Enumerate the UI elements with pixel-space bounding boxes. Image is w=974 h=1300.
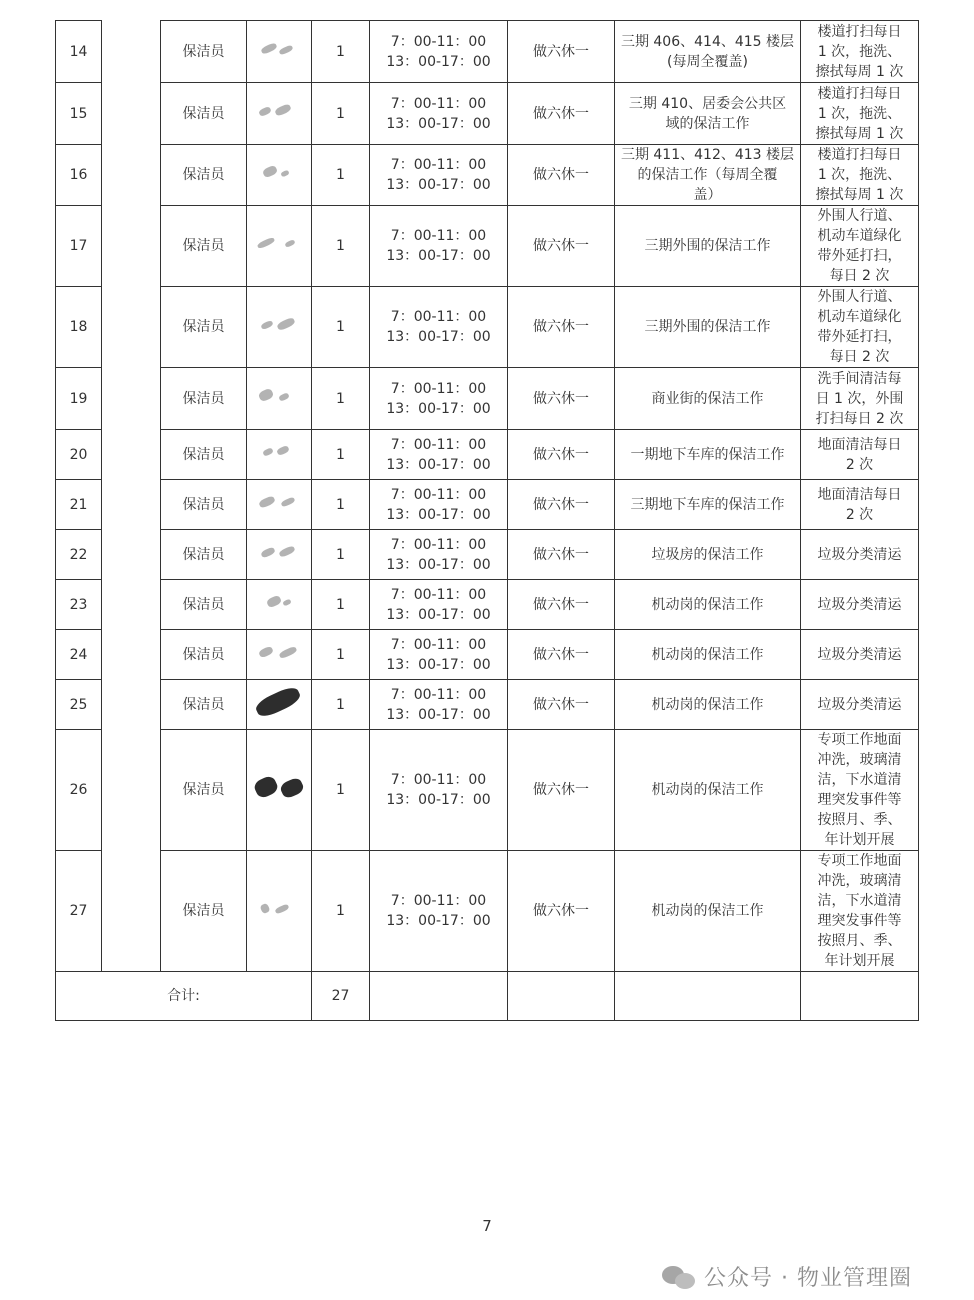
rest-cell: 做六休一 — [508, 430, 615, 480]
table-row — [56, 83, 919, 145]
work-time-cell — [370, 287, 508, 368]
signature-cell — [247, 851, 312, 972]
area-cell: 三期 410、居委会公共区 域的保洁工作 — [615, 83, 801, 145]
time-pm: 13：00-17：00 — [386, 792, 491, 808]
signature-cell — [247, 83, 312, 145]
work-time-cell — [370, 21, 508, 83]
work-time-cell — [370, 680, 508, 730]
signature-cell — [247, 580, 312, 630]
rest-cell: 做六休一 — [508, 580, 615, 630]
count-cell: 1 — [312, 145, 370, 206]
table-row — [56, 430, 919, 480]
signature-image — [255, 491, 303, 513]
position-cell: 保洁员 — [161, 480, 247, 530]
total-empty-cell — [801, 972, 919, 1021]
frequency-cell: 洗手间清洁每 日 1 次，外围 打扫每日 2 次 — [801, 368, 919, 430]
position-cell: 保洁员 — [161, 21, 247, 83]
blank-cell — [102, 630, 161, 680]
time-am: 7：00-11：00 — [390, 772, 487, 788]
row-number: 24 — [56, 630, 102, 680]
signature-image — [255, 641, 303, 663]
area-cell: 机动岗的保洁工作 — [615, 630, 801, 680]
blank-cell — [102, 530, 161, 580]
rest-cell: 做六休一 — [508, 680, 615, 730]
work-time-cell — [370, 580, 508, 630]
work-time-cell — [370, 480, 508, 530]
count-cell: 1 — [312, 83, 370, 145]
time-am: 7：00-11：00 — [390, 893, 487, 909]
area-cell: 机动岗的保洁工作 — [615, 730, 801, 851]
row-number: 27 — [56, 851, 102, 972]
time-am: 7：00-11：00 — [390, 95, 487, 112]
position-cell: 保洁员 — [161, 680, 247, 730]
count-cell: 1 — [312, 21, 370, 83]
signature-image — [255, 691, 303, 713]
blank-cell — [102, 145, 161, 206]
frequency-cell: 楼道打扫每日 1 次，拖洗、 擦拭每周 1 次 — [801, 145, 919, 206]
time-am: 7：00-11：00 — [390, 686, 487, 703]
position-cell: 保洁员 — [161, 206, 247, 287]
blank-cell — [102, 368, 161, 430]
signature-image — [255, 161, 303, 183]
rest-cell: 做六休一 — [508, 287, 615, 368]
work-time-cell — [370, 430, 508, 480]
frequency-cell: 垃圾分类清运 — [801, 580, 919, 630]
signature-cell — [247, 287, 312, 368]
frequency-cell: 专项工作地面 冲洗，玻璃清 洁，下水道清 理突发事件等 按照月、季、 年计划开展 — [801, 851, 919, 972]
blank-cell — [102, 730, 161, 851]
position-cell: 保洁员 — [161, 145, 247, 206]
table-row — [56, 206, 919, 287]
frequency-cell: 垃圾分类清运 — [801, 630, 919, 680]
time-am: 7：00-11：00 — [390, 436, 487, 453]
blank-cell — [102, 83, 161, 145]
rest-cell: 做六休一 — [508, 206, 615, 287]
time-pm: 13：00-17：00 — [386, 329, 491, 345]
signature-image — [255, 776, 303, 798]
page-number: 7 — [482, 1217, 492, 1235]
table-row — [56, 368, 919, 430]
area-cell: 三期 406、414、415 楼层 (每周全覆盖) — [615, 21, 801, 83]
position-cell: 保洁员 — [161, 730, 247, 851]
row-number: 14 — [56, 21, 102, 83]
time-pm: 13：00-17：00 — [386, 115, 491, 132]
signature-cell — [247, 730, 312, 851]
time-am: 7：00-11：00 — [390, 33, 487, 50]
total-empty-cell — [370, 972, 508, 1021]
frequency-cell: 外围人行道、 机动车道绿化 带外延打扫， 每日 2 次 — [801, 206, 919, 287]
blank-cell — [102, 206, 161, 287]
work-time-cell — [370, 206, 508, 287]
work-time-cell — [370, 145, 508, 206]
signature-image — [255, 541, 303, 563]
table-row — [56, 287, 919, 368]
row-number: 15 — [56, 83, 102, 145]
area-cell: 机动岗的保洁工作 — [615, 680, 801, 730]
count-cell: 1 — [312, 730, 370, 851]
position-cell: 保洁员 — [161, 530, 247, 580]
time-am: 7：00-11：00 — [390, 636, 487, 653]
area-cell: 三期外围的保洁工作 — [615, 287, 801, 368]
blank-cell — [102, 287, 161, 368]
blank-cell — [102, 680, 161, 730]
time-am: 7：00-11：00 — [390, 380, 487, 397]
row-number: 22 — [56, 530, 102, 580]
time-am: 7：00-11：00 — [390, 157, 487, 173]
blank-cell — [102, 21, 161, 83]
position-cell: 保洁员 — [161, 83, 247, 145]
signature-image — [255, 441, 303, 463]
row-number: 18 — [56, 287, 102, 368]
blank-cell — [102, 580, 161, 630]
position-cell: 保洁员 — [161, 630, 247, 680]
total-label: 合计: — [56, 972, 312, 1021]
rest-cell: 做六休一 — [508, 730, 615, 851]
row-number: 23 — [56, 580, 102, 630]
position-cell: 保洁员 — [161, 287, 247, 368]
table-row — [56, 630, 919, 680]
row-number: 21 — [56, 480, 102, 530]
work-time-cell — [370, 630, 508, 680]
signature-cell — [247, 480, 312, 530]
time-am: 7：00-11：00 — [390, 586, 487, 603]
frequency-cell: 楼道打扫每日 1 次，拖洗、 擦拭每周 1 次 — [801, 21, 919, 83]
time-pm: 13：00-17：00 — [386, 913, 491, 929]
table-row — [56, 21, 919, 83]
table-row — [56, 851, 919, 972]
count-cell: 1 — [312, 680, 370, 730]
time-am: 7：00-11：00 — [390, 228, 487, 244]
area-cell: 三期 411、412、413 楼层 的保洁工作（每周全覆 盖） — [615, 145, 801, 206]
time-pm: 13：00-17：00 — [386, 456, 491, 473]
signature-cell — [247, 530, 312, 580]
wechat-icon — [662, 1264, 696, 1290]
count-cell: 1 — [312, 430, 370, 480]
count-cell: 1 — [312, 851, 370, 972]
rest-cell: 做六休一 — [508, 851, 615, 972]
frequency-cell: 地面清洁每日 2 次 — [801, 480, 919, 530]
staff-schedule-table — [55, 20, 919, 1021]
frequency-cell: 地面清洁每日 2 次 — [801, 430, 919, 480]
time-pm: 13：00-17：00 — [386, 177, 491, 193]
time-pm: 13：00-17：00 — [386, 248, 491, 264]
time-pm: 13：00-17：00 — [386, 706, 491, 723]
area-cell: 三期外围的保洁工作 — [615, 206, 801, 287]
area-cell: 机动岗的保洁工作 — [615, 851, 801, 972]
count-cell: 1 — [312, 630, 370, 680]
time-pm: 13：00-17：00 — [386, 400, 491, 417]
signature-image — [255, 313, 303, 335]
count-cell: 1 — [312, 580, 370, 630]
rest-cell: 做六休一 — [508, 480, 615, 530]
count-cell: 1 — [312, 480, 370, 530]
total-empty-cell — [615, 972, 801, 1021]
blank-cell — [102, 851, 161, 972]
time-am: 7：00-11：00 — [390, 486, 487, 503]
rest-cell: 做六休一 — [508, 530, 615, 580]
signature-image — [255, 100, 303, 122]
position-cell: 保洁员 — [161, 851, 247, 972]
table-row — [56, 145, 919, 206]
rest-cell: 做六休一 — [508, 83, 615, 145]
blank-cell — [102, 430, 161, 480]
frequency-cell: 垃圾分类清运 — [801, 530, 919, 580]
row-number: 26 — [56, 730, 102, 851]
signature-image — [255, 897, 303, 919]
signature-image — [255, 38, 303, 60]
frequency-cell: 楼道打扫每日 1 次，拖洗、 擦拭每周 1 次 — [801, 83, 919, 145]
total-empty-cell — [508, 972, 615, 1021]
time-pm: 13：00-17：00 — [386, 556, 491, 573]
rest-cell: 做六休一 — [508, 21, 615, 83]
total-count: 27 — [312, 972, 370, 1021]
signature-cell — [247, 368, 312, 430]
signature-cell — [247, 21, 312, 83]
frequency-cell: 专项工作地面 冲洗，玻璃清 洁，下水道清 理突发事件等 按照月、季、 年计划开展 — [801, 730, 919, 851]
time-pm: 13：00-17：00 — [386, 506, 491, 523]
row-number: 25 — [56, 680, 102, 730]
watermark-text: 公众号 · 物业管理圈 — [704, 1266, 912, 1291]
row-number: 17 — [56, 206, 102, 287]
table-row — [56, 530, 919, 580]
rest-cell: 做六休一 — [508, 145, 615, 206]
time-am: 7：00-11：00 — [390, 536, 487, 553]
frequency-cell: 垃圾分类清运 — [801, 680, 919, 730]
count-cell: 1 — [312, 287, 370, 368]
time-pm: 13：00-17：00 — [386, 656, 491, 673]
rest-cell: 做六休一 — [508, 630, 615, 680]
position-cell: 保洁员 — [161, 368, 247, 430]
signature-image — [255, 591, 303, 613]
table-row — [56, 680, 919, 730]
row-number: 16 — [56, 145, 102, 206]
area-cell: 商业街的保洁工作 — [615, 368, 801, 430]
area-cell: 一期地下车库的保洁工作 — [615, 430, 801, 480]
total-row — [56, 972, 919, 1021]
frequency-cell: 外围人行道、 机动车道绿化 带外延打扫， 每日 2 次 — [801, 287, 919, 368]
work-time-cell — [370, 851, 508, 972]
table-row — [56, 580, 919, 630]
position-cell: 保洁员 — [161, 580, 247, 630]
count-cell: 1 — [312, 368, 370, 430]
area-cell: 机动岗的保洁工作 — [615, 580, 801, 630]
table-row — [56, 480, 919, 530]
time-am: 7：00-11：00 — [390, 309, 487, 325]
position-cell: 保洁员 — [161, 430, 247, 480]
watermark — [662, 1261, 912, 1292]
time-pm: 13：00-17：00 — [386, 606, 491, 623]
signature-cell — [247, 630, 312, 680]
area-cell: 三期地下车库的保洁工作 — [615, 480, 801, 530]
work-time-cell — [370, 730, 508, 851]
table-row — [56, 730, 919, 851]
work-time-cell — [370, 83, 508, 145]
work-time-cell — [370, 530, 508, 580]
signature-cell — [247, 430, 312, 480]
signature-image — [255, 232, 303, 254]
area-cell: 垃圾房的保洁工作 — [615, 530, 801, 580]
work-time-cell — [370, 368, 508, 430]
rest-cell: 做六休一 — [508, 368, 615, 430]
count-cell: 1 — [312, 530, 370, 580]
blank-cell — [102, 480, 161, 530]
count-cell: 1 — [312, 206, 370, 287]
signature-cell — [247, 206, 312, 287]
signature-cell — [247, 145, 312, 206]
signature-image — [255, 385, 303, 407]
time-pm: 13：00-17：00 — [386, 53, 491, 70]
signature-cell — [247, 680, 312, 730]
row-number: 19 — [56, 368, 102, 430]
row-number: 20 — [56, 430, 102, 480]
